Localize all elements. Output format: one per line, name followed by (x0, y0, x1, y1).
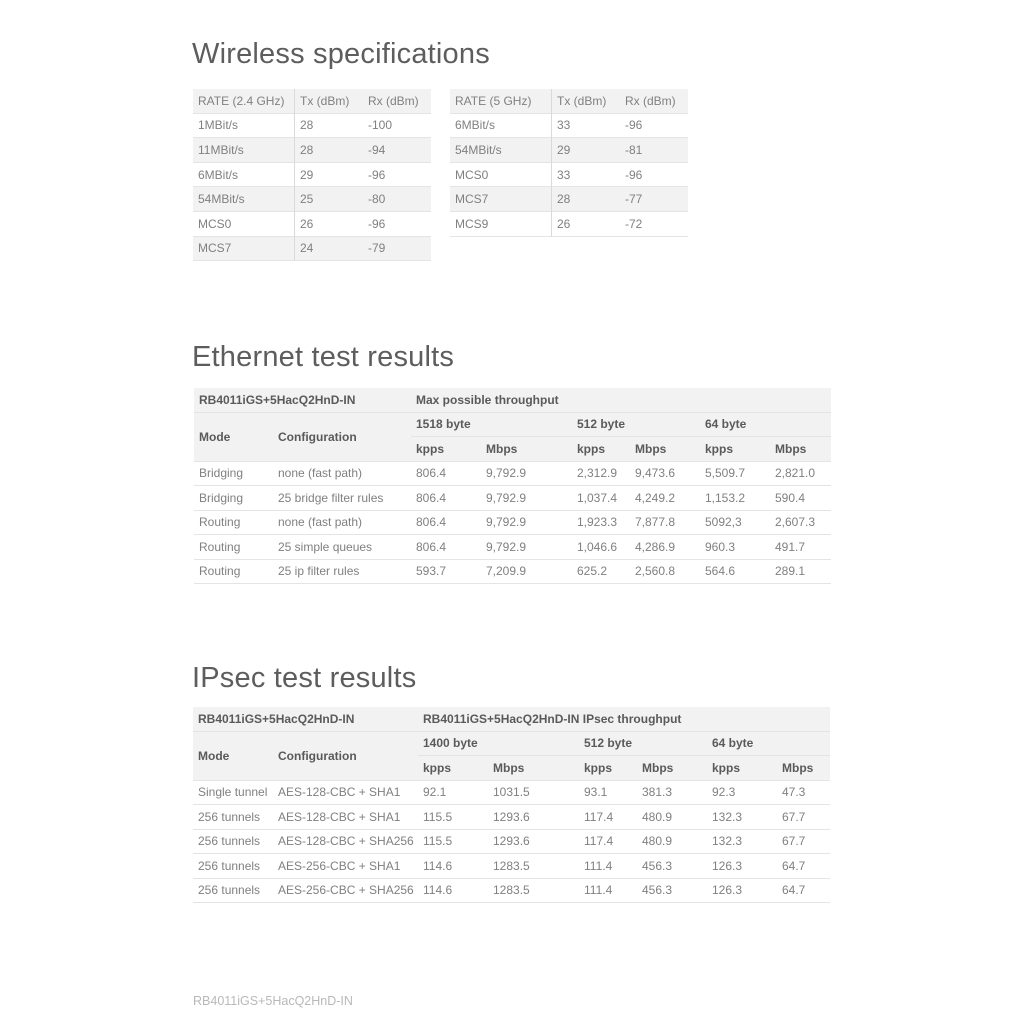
table-cell: 9,792.9 (486, 515, 527, 530)
table-cell: 126.3 (712, 858, 743, 873)
unit-header: kpps (707, 756, 777, 781)
table-cell: 28 (295, 138, 364, 163)
table-cell: MCS9 (450, 211, 552, 236)
table-cell: 2,560.8 (635, 564, 676, 579)
table-cell: 960.3 (705, 539, 736, 554)
table-cell: -96 (368, 216, 386, 231)
table-row (193, 236, 431, 261)
unit-header: kpps (411, 437, 481, 462)
table-row (450, 187, 688, 212)
table-cell: 64.7 (782, 883, 806, 898)
ethernet-size-header: 512 byte (572, 412, 700, 437)
table-cell: -77 (620, 187, 688, 212)
ipsec-size-header: 1400 byte (418, 731, 579, 756)
unit-header: kpps (572, 437, 630, 462)
wireless-24ghz-table (193, 89, 431, 261)
table-cell: 25 simple queues (278, 539, 373, 554)
table-cell: 1MBit/s (193, 113, 295, 138)
table-cell: Routing (199, 515, 241, 530)
table-cell: 25 bridge filter rules (278, 490, 384, 505)
table-cell: AES-256-CBC + SHA256 (278, 883, 414, 898)
table-cell: 4,286.9 (635, 539, 676, 554)
table-cell: 590.4 (775, 490, 806, 505)
table-row (194, 461, 831, 486)
table-row (450, 138, 688, 163)
ethernet-config-header: Configuration (273, 412, 411, 461)
ethernet-size-header: 1518 byte (411, 412, 572, 437)
table-cell: 117.4 (584, 809, 614, 824)
unit-header: kpps (700, 437, 770, 462)
table-cell: Bridging (199, 466, 244, 481)
wireless-title: Wireless specifications (192, 38, 490, 70)
table-cell: 2,607.3 (775, 515, 816, 530)
unit-header: Mbps (777, 756, 830, 781)
table-row (450, 162, 688, 187)
ipsec-config-header: Configuration (273, 731, 418, 780)
table-header-row (193, 89, 431, 113)
ethernet-model-header: RB4011iGS+5HacQ2HnD-IN (194, 388, 411, 412)
wireless-5ghz-table (450, 89, 688, 237)
table-cell: 1293.6 (493, 809, 530, 824)
column-header: Rx (dBm) (363, 89, 431, 113)
table-cell: 381.3 (642, 785, 673, 800)
table-cell: 11MBit/s (193, 138, 295, 163)
table-cell: -96 (625, 167, 643, 182)
table-cell: 2,312.9 (577, 466, 618, 481)
table-cell: -94 (363, 138, 431, 163)
table-cell: 806.4 (416, 539, 447, 554)
table-cell: 2,821.0 (775, 466, 816, 481)
table-cell: -96 (368, 167, 386, 182)
table-cell: none (fast path) (278, 466, 363, 481)
ipsec-size-header: 512 byte (579, 731, 707, 756)
table-cell: 480.9 (642, 809, 673, 824)
table-cell: 132.3 (712, 809, 743, 824)
table-cell: 132.3 (712, 834, 743, 849)
table-cell: 126.3 (712, 883, 743, 898)
table-row (450, 211, 688, 236)
table-cell: 115.5 (423, 834, 453, 849)
table-cell: 1283.5 (493, 858, 530, 873)
table-cell: -81 (620, 138, 688, 163)
table-row (193, 854, 830, 879)
table-row (193, 138, 431, 163)
ethernet-size-header: 64 byte (700, 412, 831, 437)
table-cell: 256 tunnels (198, 883, 261, 898)
table-cell: 1,153.2 (705, 490, 746, 505)
column-header: Tx (dBm) (552, 89, 621, 113)
ethernet-group-header: Max possible throughput (411, 388, 831, 412)
table-cell: 25 ip filter rules (278, 564, 360, 579)
table-cell: 67.7 (782, 809, 806, 824)
table-cell: 28 (300, 118, 314, 133)
table-cell: 5092,3 (705, 515, 742, 530)
table-cell: 806.4 (416, 490, 447, 505)
table-cell: 7,209.9 (486, 564, 527, 579)
table-cell: 64.7 (782, 858, 806, 873)
table-cell: 806.4 (416, 466, 447, 481)
table-cell: 256 tunnels (198, 809, 261, 824)
table-cell: 33 (557, 118, 571, 133)
ipsec-title: IPsec test results (192, 662, 417, 694)
unit-header: Mbps (630, 437, 700, 462)
unit-header: Mbps (770, 437, 831, 462)
table-row (193, 805, 830, 830)
table-cell: 1293.6 (493, 834, 530, 849)
unit-header: Mbps (637, 756, 707, 781)
unit-header: kpps (418, 756, 488, 781)
ipsec-size-header: 64 byte (707, 731, 830, 756)
table-cell: 111.4 (584, 883, 613, 898)
table-cell: MCS0 (193, 211, 295, 236)
table-cell: 54MBit/s (450, 138, 552, 163)
table-cell: 6MBit/s (193, 162, 295, 187)
table-cell: 29 (300, 167, 314, 182)
table-cell: 625.2 (577, 564, 608, 579)
table-cell: 111.4 (584, 858, 613, 873)
table-cell: 7,877.8 (635, 515, 676, 530)
page-footer: RB4011iGS+5HacQ2HnD-IN (193, 994, 353, 1008)
table-cell: 480.9 (642, 834, 673, 849)
table-row (193, 113, 431, 138)
table-row (194, 559, 831, 584)
table-cell: AES-256-CBC + SHA1 (278, 858, 401, 873)
table-cell: 114.6 (423, 858, 453, 873)
table-cell: 24 (295, 236, 364, 261)
table-cell: -100 (368, 118, 393, 133)
table-cell: -72 (625, 216, 643, 231)
table-cell: 92.1 (423, 785, 447, 800)
ethernet-mode-header: Mode (194, 412, 273, 461)
table-cell: 6MBit/s (450, 113, 552, 138)
table-cell: 564.6 (705, 564, 736, 579)
table-cell: 114.6 (423, 883, 453, 898)
table-cell: 1031.5 (493, 785, 530, 800)
table-cell: 33 (557, 167, 571, 182)
ethernet-results-table (194, 388, 831, 584)
table-row (193, 829, 830, 854)
table-row (193, 878, 830, 903)
table-cell: AES-128-CBC + SHA256 (278, 834, 414, 849)
table-cell: 593.7 (416, 564, 447, 579)
table-row (193, 211, 431, 236)
table-cell: 491.7 (775, 539, 806, 554)
table-cell: 28 (552, 187, 621, 212)
unit-header: Mbps (488, 756, 579, 781)
unit-header: kpps (579, 756, 637, 781)
table-row (194, 510, 831, 535)
table-cell: MCS7 (450, 187, 552, 212)
table-cell: -80 (363, 187, 431, 212)
column-header: RATE (5 GHz) (450, 89, 552, 113)
table-cell: 1283.5 (493, 883, 530, 898)
table-cell: -96 (625, 118, 643, 133)
table-cell: 1,037.4 (577, 490, 618, 505)
table-cell: 256 tunnels (198, 858, 261, 873)
table-cell: -79 (363, 236, 431, 261)
table-cell: 25 (295, 187, 364, 212)
table-cell: 4,249.2 (635, 490, 676, 505)
table-row (450, 113, 688, 138)
table-cell: 47.3 (782, 785, 806, 800)
table-row (193, 162, 431, 187)
table-cell: 456.3 (642, 883, 673, 898)
table-cell: 29 (552, 138, 621, 163)
table-cell: 67.7 (782, 834, 806, 849)
table-cell: Bridging (199, 490, 244, 505)
ethernet-title: Ethernet test results (192, 341, 455, 373)
ipsec-model-header: RB4011iGS+5HacQ2HnD-IN (193, 707, 418, 731)
table-cell: AES-128-CBC + SHA1 (278, 809, 401, 824)
table-cell: 93.1 (584, 785, 608, 800)
table-cell: Routing (199, 539, 241, 554)
table-cell: 5,509.7 (705, 466, 746, 481)
table-cell: Single tunnel (198, 785, 268, 800)
table-cell: 117.4 (584, 834, 614, 849)
table-row (194, 535, 831, 560)
table-cell: 9,473.6 (635, 466, 676, 481)
table-cell: 289.1 (775, 564, 806, 579)
table-row (193, 780, 830, 805)
unit-header: Mbps (481, 437, 572, 462)
column-header: Rx (dBm) (620, 89, 688, 113)
table-cell: 806.4 (416, 515, 447, 530)
column-header: RATE (2.4 GHz) (193, 89, 295, 113)
table-cell: 115.5 (423, 809, 453, 824)
table-cell: 92.3 (712, 785, 736, 800)
table-cell: MCS0 (450, 162, 552, 187)
ipsec-mode-header: Mode (193, 731, 273, 780)
table-cell: MCS7 (193, 236, 295, 261)
table-cell: 1,046.6 (577, 539, 618, 554)
table-cell: 9,792.9 (486, 490, 527, 505)
table-cell: 26 (300, 216, 314, 231)
table-cell: 26 (557, 216, 571, 231)
column-header: Tx (dBm) (295, 89, 364, 113)
table-row (193, 187, 431, 212)
table-cell: 54MBit/s (193, 187, 295, 212)
table-cell: 1,923.3 (577, 515, 618, 530)
table-row (194, 486, 831, 511)
table-cell: AES-128-CBC + SHA1 (278, 785, 401, 800)
table-cell: Routing (199, 564, 241, 579)
table-header-row (450, 89, 688, 113)
table-cell: 9,792.9 (486, 539, 527, 554)
ipsec-group-header: RB4011iGS+5HacQ2HnD-IN IPsec throughput (418, 707, 830, 731)
table-cell: 9,792.9 (486, 466, 527, 481)
table-cell: 256 tunnels (198, 834, 261, 849)
table-cell: 456.3 (642, 858, 673, 873)
table-cell: none (fast path) (278, 515, 363, 530)
ipsec-results-table (193, 707, 830, 903)
